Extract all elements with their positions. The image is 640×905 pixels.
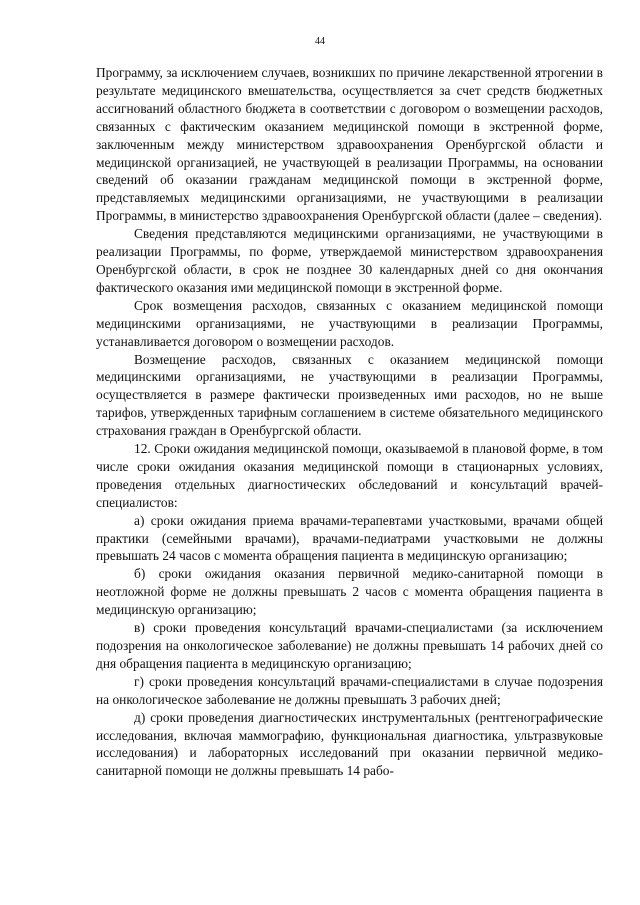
list-item-a: а) сроки ожидания приема врачами-терапевтами участковыми, врачами общей практики (семейными врачами), врачами-педиатрами участковыми не должны превышать 24 часов с момента обращения пациента в медицинскую организацию;: [96, 512, 603, 564]
list-item-g: г) сроки проведения консультаций врачами-специалистами в случае подозрения на онкологическое заболевание не должны превышать 3 рабочих дней;: [96, 673, 603, 707]
paragraph-emergency-care-reimbursement: Программу, за исключением случаев, возникших по причине лекарственной ятрогении в результате медицинского вмешательства, осуществляется за счет средств бюджетных ассигнований областного бюджета в соответствии с договором о возмещении расходов, связанных с фактическим оказанием медицинской помощи в экстренной форме, заключенным между министерством здравоохранения Оренбургской области и медицинской организацией, не участвующей в реализации Программы, на основании сведений об оказании гражданам медицинской помощи в экстренной форме, представляемых медицинскими организациями, не участвующими в реализации Программы, в министерство здравоохранения Оренбургской области (далее – сведения).: [96, 65, 603, 224]
body-text: [96, 64, 603, 780]
paragraph-reimbursement-amount: Возмещение расходов, связанных с оказанием медицинской помощи медицинскими организациями, не участвующими в реализации Программы, осуществляется в размере фактически произведенных ими расходов, но не выше тарифов, утвержденных тарифным соглашением в системе обязательного медицинского страхования граждан в Оренбургской области.: [96, 351, 603, 439]
paragraph-information-submission: Сведения представляются медицинскими организациями, не участвующими в реализации Программы, по форме, утверждаемой министерством здравоохранения Оренбургской области, в срок не позднее 30 календарных дней со дня окончания фактического оказания ими медицинской помощи в экстренной форме.: [96, 226, 603, 295]
list-item-b: б) сроки ожидания оказания первичной медико-санитарной помощи в неотложной форме не должны превышать 2 часов с момента обращения пациента в медицинскую организацию;: [96, 566, 603, 618]
paragraph-waiting-times-heading: 12. Сроки ожидания медицинской помощи, оказываемой в плановой форме, в том числе сроки ожидания оказания медицинской помощи в стационарных условиях, проведения отдельных диагностических обследований и консультаций врачей-специалистов:: [96, 441, 603, 510]
page-number: 44: [315, 36, 325, 47]
list-item-d: д) сроки проведения диагностических инструментальных (рентгенографические исследования, включая маммографию, функциональная диагностика, ультразвуковые исследования) и лабораторных исследований при оказании первичной медико-санитарной помощи не должны превышать 14 рабо-: [96, 709, 603, 779]
paragraph-reimbursement-term: Срок возмещения расходов, связанных с оказанием медицинской помощи медицинскими организациями, не участвующими в реализации Программы, устанавливается договором о возмещении расходов.: [96, 297, 603, 349]
list-item-v: в) сроки проведения консультаций врачами-специалистами (за исключением подозрения на онкологическое заболевание) не должны превышать 14 рабочих дней со дня обращения пациента в медицинскую организацию;: [96, 620, 603, 671]
